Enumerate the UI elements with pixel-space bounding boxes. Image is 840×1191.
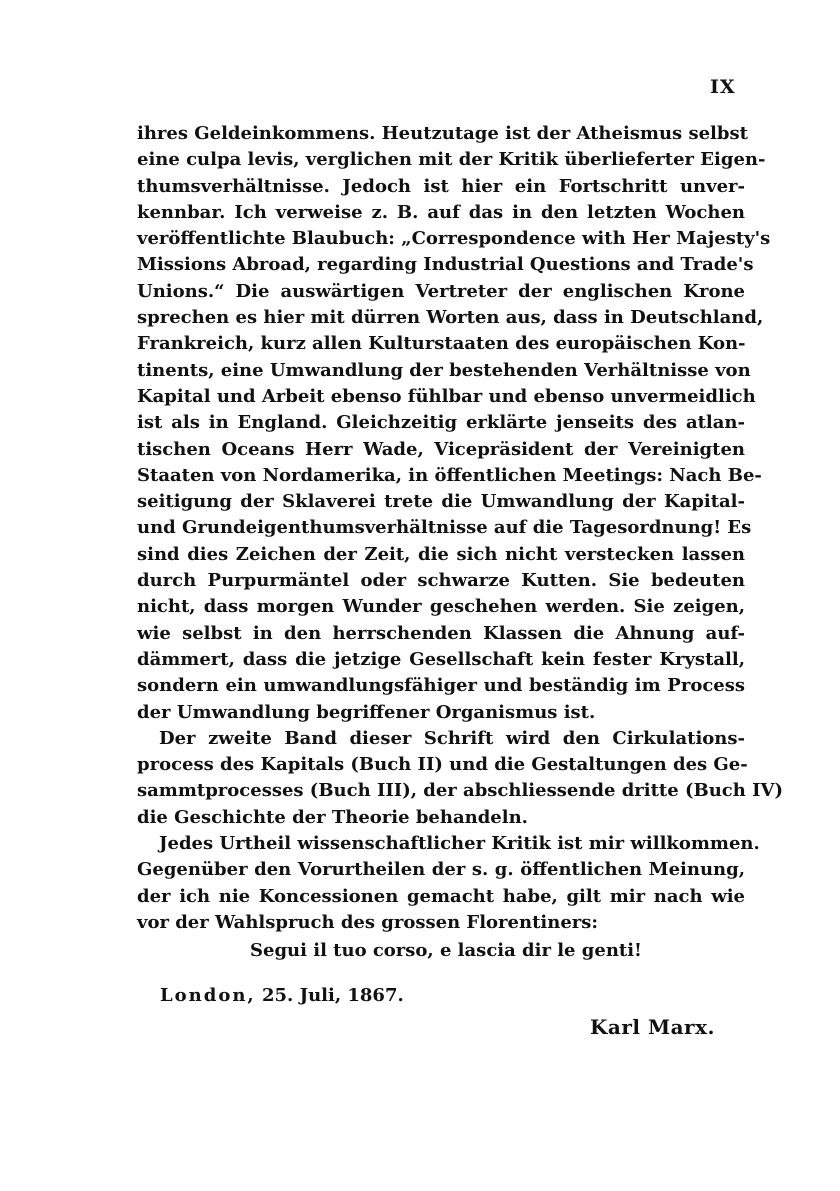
text-line: Missions Abroad, regarding Industrial Questions and Trade's	[137, 254, 754, 276]
text-line: ihres Geldeinkommens. Heutzutage ist der Atheismus selbst	[137, 123, 748, 144]
text-line: dämmert, dass die jetzige Gesellschaft kein fester Krystall,	[137, 648, 745, 670]
text-line: Frankreich, kurz allen Kulturstaaten des europäischen Kon-	[137, 333, 746, 355]
text-line: tinents, eine Umwandlung der bestehenden Verhältnisse von	[137, 359, 751, 381]
place: London,	[160, 985, 256, 1006]
paragraph	[137, 726, 783, 831]
text-line: Der zweite Band dieser Schrift wird den Cirkulations-	[159, 727, 745, 749]
signature: Karl Marx.	[590, 1015, 715, 1039]
text-line: Kapital und Arbeit ebenso fühlbar und ebenso unvermeidlich	[137, 385, 756, 407]
text-line: thumsverhältnisse. Jedoch ist hier ein Fortschritt unver-	[137, 175, 745, 197]
text-line: der Umwandlung begriffener Organismus ist.	[137, 701, 596, 723]
text-line: ist als in England. Gleichzeitig erklärte jenseits des atlan-	[137, 412, 745, 434]
text-line: nicht, dass morgen Wunder geschehen werden. Sie zeigen,	[137, 596, 745, 618]
text-line: veröffentlichte Blaubuch: „Correspondence with Her Majesty's	[137, 228, 771, 250]
text-line: sondern ein umwandlungsfähiger und beständig im Process	[137, 675, 745, 697]
text-line: Unions.“ Die auswärtigen Vertreter der englischen Krone	[137, 280, 745, 302]
text-line: sammtprocesses (Buch III), der abschliessende dritte (Buch IV)	[137, 780, 783, 802]
text-line: und Grundeigenthumsverhältnisse auf die Tagesordnung! Es	[137, 517, 752, 539]
body-text	[137, 121, 783, 936]
date: 25. Juli, 1867.	[261, 985, 404, 1006]
text-line: sprechen es hier mit dürren Worten aus, dass in Deutschland,	[137, 307, 764, 329]
text-line: der ich nie Koncessionen gemacht habe, gilt mir nach wie	[137, 885, 745, 907]
text-line: Staaten von Nordamerika, in öffentlichen Meetings: Nach Be-	[137, 464, 762, 486]
paragraph	[137, 831, 760, 936]
text-line: kennbar. Ich verweise z. B. auf das in den letzten Wochen	[137, 201, 745, 223]
text-line: Gegenüber den Vorurtheilen der s. g. öffentlichen Meinung,	[137, 859, 745, 881]
text-line: Jedes Urtheil wissenschaftlicher Kritik ist mir willkommen.	[159, 833, 760, 855]
text-line: tischen Oceans Herr Wade, Vicepräsident der Vereinigten	[137, 438, 745, 460]
paragraph	[137, 121, 771, 726]
text-line: vor der Wahlspruch des grossen Florentiners:	[137, 911, 599, 933]
text-line: die Geschichte der Theorie behandeln.	[137, 806, 528, 828]
text-line: seitigung der Sklaverei trete die Umwandlung der Kapital-	[137, 491, 745, 513]
text-line: eine culpa levis, verglichen mit der Kritik überlieferter Eigen-	[137, 149, 766, 171]
text-line: wie selbst in den herrschenden Klassen die Ahnung auf-	[137, 622, 745, 644]
text-line: sind dies Zeichen der Zeit, die sich nicht verstecken lassen	[137, 543, 745, 565]
text-line: durch Purpurmäntel oder schwarze Kutten. Sie bedeuten	[137, 570, 745, 592]
place-date	[160, 985, 404, 1006]
motto: Segui il tuo corso, e lascia dir le genti!	[250, 940, 642, 961]
text-line: process des Kapitals (Buch II) und die Gestaltungen des Ge-	[137, 754, 748, 776]
page-number: IX	[710, 76, 736, 98]
